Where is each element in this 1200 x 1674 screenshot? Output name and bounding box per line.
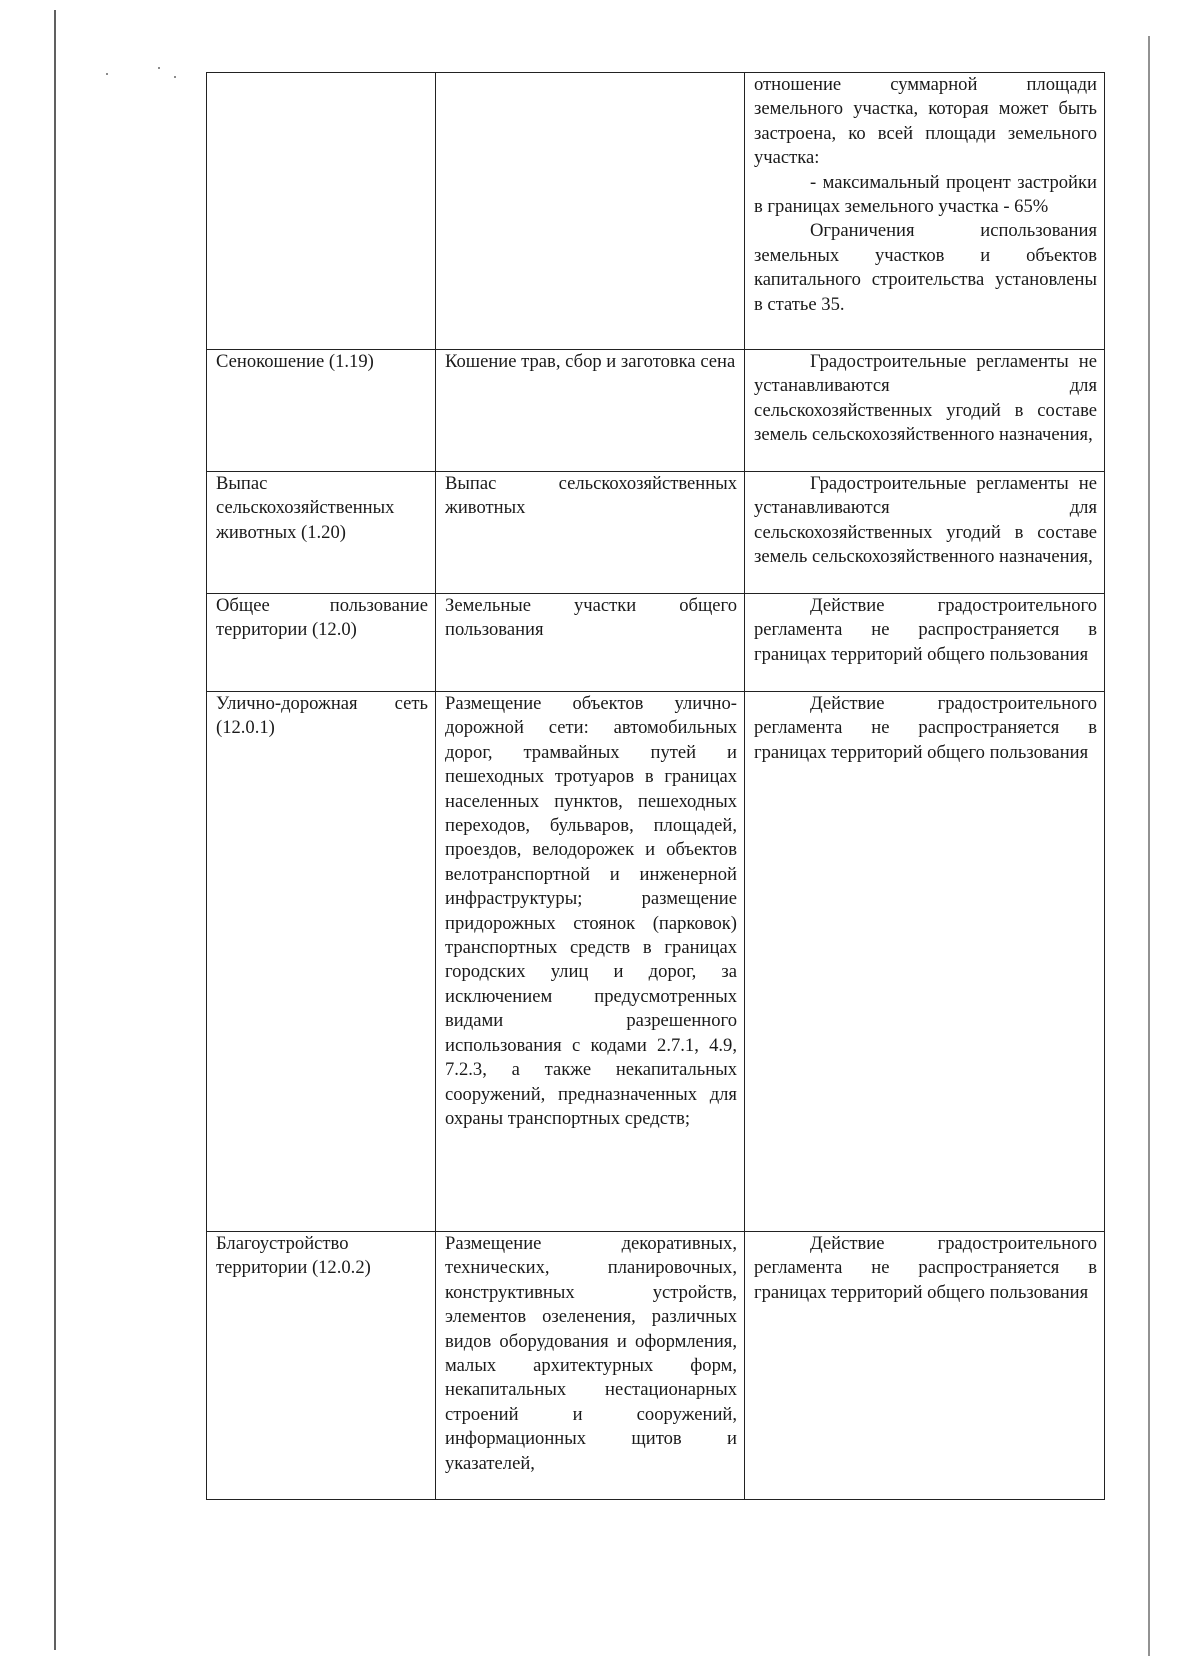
- regulation-text: Действие градостроительного регламента не распространяется в границах территорий общего пользования: [754, 1233, 1097, 1303]
- use-description: Земельные участки общего пользования: [445, 595, 737, 641]
- use-cell: [207, 594, 436, 692]
- regulation-cell: [745, 692, 1105, 1232]
- table-row: [207, 692, 1105, 1232]
- description-cell: [436, 1232, 745, 1500]
- use-cell: [207, 1232, 436, 1500]
- description-cell: [436, 350, 745, 472]
- description-cell: [436, 73, 745, 350]
- use-name: Улично-дорожная сеть (12.0.1): [216, 693, 428, 739]
- description-cell: [436, 594, 745, 692]
- use-description: Кошение трав, сбор и заготовка сена: [445, 351, 736, 372]
- regulation-cell: [745, 350, 1105, 472]
- use-name: Общее пользование территории (12.0): [216, 595, 428, 641]
- use-name: Благоустройство территории (12.0.2): [216, 1233, 371, 1279]
- regulation-text: Градостроительные регламенты не устанавливаются для сельскохозяйственных угодий в составе земель сельскохозяйственного назначения,: [754, 351, 1097, 446]
- regulation-text: Градостроительные регламенты не устанавливаются для сельскохозяйственных угодий в составе земель сельскохозяйственного назначения,: [754, 473, 1097, 568]
- regulation-text: Действие градостроительного регламента не распространяется в границах территорий общего пользования: [754, 693, 1097, 763]
- regulation-cell: [745, 472, 1105, 594]
- table-row: [207, 73, 1105, 350]
- scan-speck: [174, 76, 176, 78]
- use-cell: [207, 73, 436, 350]
- description-cell: [436, 692, 745, 1232]
- regulation-cell: [745, 1232, 1105, 1500]
- scan-edge-right: [1148, 36, 1150, 1656]
- table-row: [207, 1232, 1105, 1500]
- scan-edge-left: [54, 10, 56, 1650]
- use-name: Сенокошение (1.19): [216, 351, 374, 372]
- regulation-text: - максимальный процент застройки в границах земельного участка - 65%: [754, 171, 1097, 218]
- description-cell: [436, 472, 745, 594]
- regulation-text: отношение суммарной площади земельного участка, которая может быть застроена, ко всей площади земельного участка:: [754, 74, 1097, 169]
- use-description: Выпас сельскохозяйственных животных: [445, 473, 737, 519]
- scan-speck: [106, 73, 108, 75]
- table-row: [207, 472, 1105, 594]
- regulation-cell: [745, 594, 1105, 692]
- table-row: [207, 594, 1105, 692]
- use-cell: [207, 692, 436, 1232]
- scan-speck: [158, 67, 160, 69]
- table-row: [207, 350, 1105, 472]
- use-cell: [207, 472, 436, 594]
- use-description: Размещение объектов улично-дорожной сети: автомобильных дорог, трамвайных путей и пешеходных тротуаров в границах населенных пунктов, пешеходных переходов, бульваров, площадей, проездов, велодорожек и объектов велотранспортной и инженерной инфраструктуры; размещение придорожных стоянок (парковок) транспортных средств в границах городских улиц и дорог, за исключением предусмотренных видами разрешенного использования с кодами 2.7.1, 4.9, 7.2.3, а также некапитальных сооружений, предназначенных для охраны транспортных средств;: [445, 693, 737, 1129]
- land-use-regulation-table: [206, 72, 1105, 1500]
- regulation-text: Действие градостроительного регламента не распространяется в границах территорий общего пользования: [754, 595, 1097, 665]
- regulation-text: Ограничения использования земельных участков и объектов капитального строительства установлены в статье 35.: [754, 220, 1097, 315]
- regulation-cell: [745, 73, 1105, 350]
- use-description: Размещение декоративных, технических, планировочных, конструктивных устройств, элементов озеленения, различных видов оборудования и оформления, малых архитектурных форм, некапитальных нестационарных строений и сооружений, информационных щитов и указателей,: [445, 1233, 737, 1474]
- use-name: Выпас сельскохозяйственных животных (1.20): [216, 473, 395, 543]
- use-cell: [207, 350, 436, 472]
